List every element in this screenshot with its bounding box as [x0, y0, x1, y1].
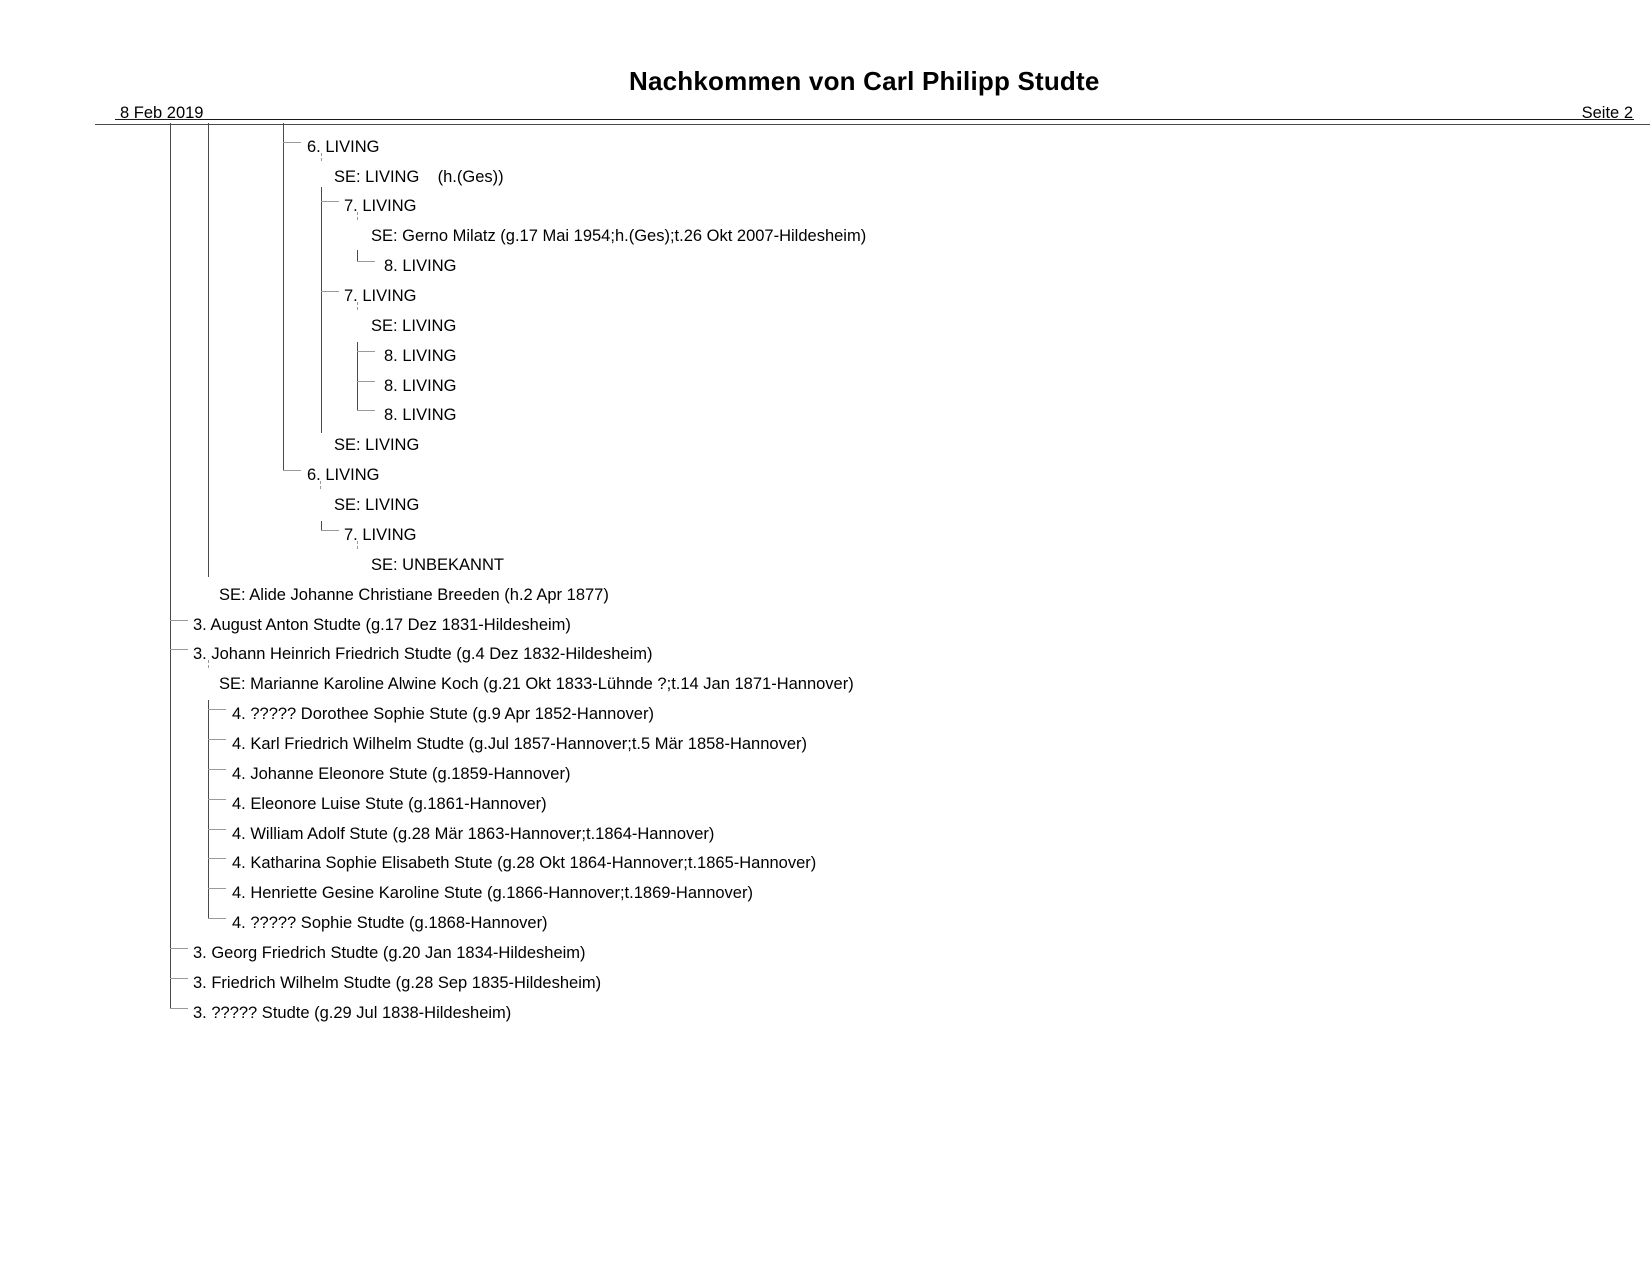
person-row: 3. ????? Studte (g.29 Jul 1838-Hildesheim) [193, 1003, 512, 1022]
connector-vertical-line [208, 700, 209, 919]
spouse-row: SE: LIVING [334, 496, 420, 514]
report-date: 8 Feb 2019 [120, 104, 204, 122]
connector-branch-tick [357, 261, 375, 262]
descendant-stub-line [357, 541, 358, 549]
person-row: 4. Johanne Eleonore Stute (g.1859-Hannover) [232, 764, 571, 783]
connector-branch-tick [357, 410, 375, 411]
person-row: 4. Henriette Gesine Karoline Stute (g.1866-Hannover;t.1869-Hannover) [232, 884, 753, 903]
connector-branch-tick [208, 769, 226, 770]
connector-branch-tick [321, 201, 339, 202]
descendant-stub-line [208, 660, 209, 668]
report-title: Nachkommen von Carl Philipp Studte [629, 66, 1100, 96]
person-row: 3. Johann Heinrich Friedrich Studte (g.4 Dez 1832-Hildesheim) [193, 645, 653, 664]
spouse-row: SE: Alide Johanne Christiane Breeden (h.2 Apr 1877) [219, 585, 609, 604]
person-row: 3. Friedrich Wilhelm Studte (g.28 Sep 1835-Hildesheim) [193, 973, 602, 992]
person-row: 4. Eleonore Luise Stute (g.1861-Hannover) [232, 794, 547, 813]
person-row: 7. LIVING [344, 287, 417, 305]
connector-branch-tick [283, 142, 301, 143]
person-row: 4. ????? Sophie Studte (g.1868-Hannover) [232, 914, 548, 933]
connector-vertical-line [321, 187, 322, 433]
connector-branch-tick [283, 470, 301, 471]
page-number: Seite 2 [1581, 104, 1633, 122]
spouse-row: SE: Marianne Karoline Alwine Koch (g.21 Okt 1833-Lühnde ?;t.14 Jan 1871-Hannover) [219, 675, 854, 694]
person-row: 8. LIVING [384, 257, 457, 276]
connector-vertical-line [283, 123, 284, 471]
connector-branch-tick [170, 649, 188, 650]
descendant-stub-line [357, 302, 358, 310]
person-row: 3. Georg Friedrich Studte (g.20 Jan 1834-Hildesheim) [193, 943, 586, 962]
person-row: 3. August Anton Studte (g.17 Dez 1831-Hildesheim) [193, 615, 571, 634]
spouse-row: SE: Gerno Milatz (g.17 Mai 1954;h.(Ges);t.26 Okt 2007-Hildesheim) [371, 227, 867, 246]
connector-vertical-line [208, 123, 209, 577]
connector-branch-tick [170, 948, 188, 949]
connector-branch-tick [208, 739, 226, 740]
connector-branch-tick [357, 351, 375, 352]
connector-branch-tick [170, 620, 188, 621]
descendant-stub-line [320, 481, 321, 489]
connector-branch-tick [208, 799, 226, 800]
connector-vertical-line [357, 342, 358, 411]
person-row: 6. LIVING [307, 466, 380, 485]
connector-vertical-line [170, 123, 171, 1009]
connector-branch-tick [170, 1008, 188, 1009]
descendant-stub-line [357, 212, 358, 220]
connector-branch-tick [208, 829, 226, 830]
connector-branch-tick [357, 381, 375, 382]
person-row: 4. Karl Friedrich Wilhelm Studte (g.Jul 1857-Hannover;t.5 Mär 1858-Hannover) [232, 734, 808, 753]
connector-branch-tick [208, 709, 226, 710]
spouse-row: SE: UNBEKANNT [371, 555, 504, 574]
descendant-stub-line [321, 153, 322, 161]
connector-branch-tick [208, 918, 226, 919]
person-row: 4. William Adolf Stute (g.28 Mär 1863-Hannover;t.1864-Hannover) [232, 824, 715, 843]
person-row: 4. Katharina Sophie Elisabeth Stute (g.28 Okt 1864-Hannover;t.1865-Hannover) [232, 854, 817, 873]
person-row: 7. LIVING [344, 525, 417, 544]
connector-branch-tick [208, 888, 226, 889]
header-rule-top [115, 119, 1634, 120]
person-row: 8. LIVING [384, 346, 457, 365]
connector-branch-tick [321, 530, 339, 531]
person-row: 8. LIVING [384, 376, 457, 395]
connector-branch-tick [208, 858, 226, 859]
person-row: 6. LIVING [307, 137, 380, 156]
person-row: 7. LIVING [344, 197, 417, 216]
person-row: 4. ????? Dorothee Sophie Stute (g.9 Apr 1852-Hannover) [232, 705, 654, 723]
spouse-row: SE: LIVING [371, 316, 457, 335]
spouse-row: SE: LIVING [334, 436, 420, 455]
header-rule-bottom [95, 124, 1650, 125]
connector-branch-tick [321, 291, 339, 292]
connector-branch-tick [170, 978, 188, 979]
person-row: 8. LIVING [384, 406, 457, 425]
spouse-row: SE: LIVING (h.(Ges)) [334, 167, 504, 186]
